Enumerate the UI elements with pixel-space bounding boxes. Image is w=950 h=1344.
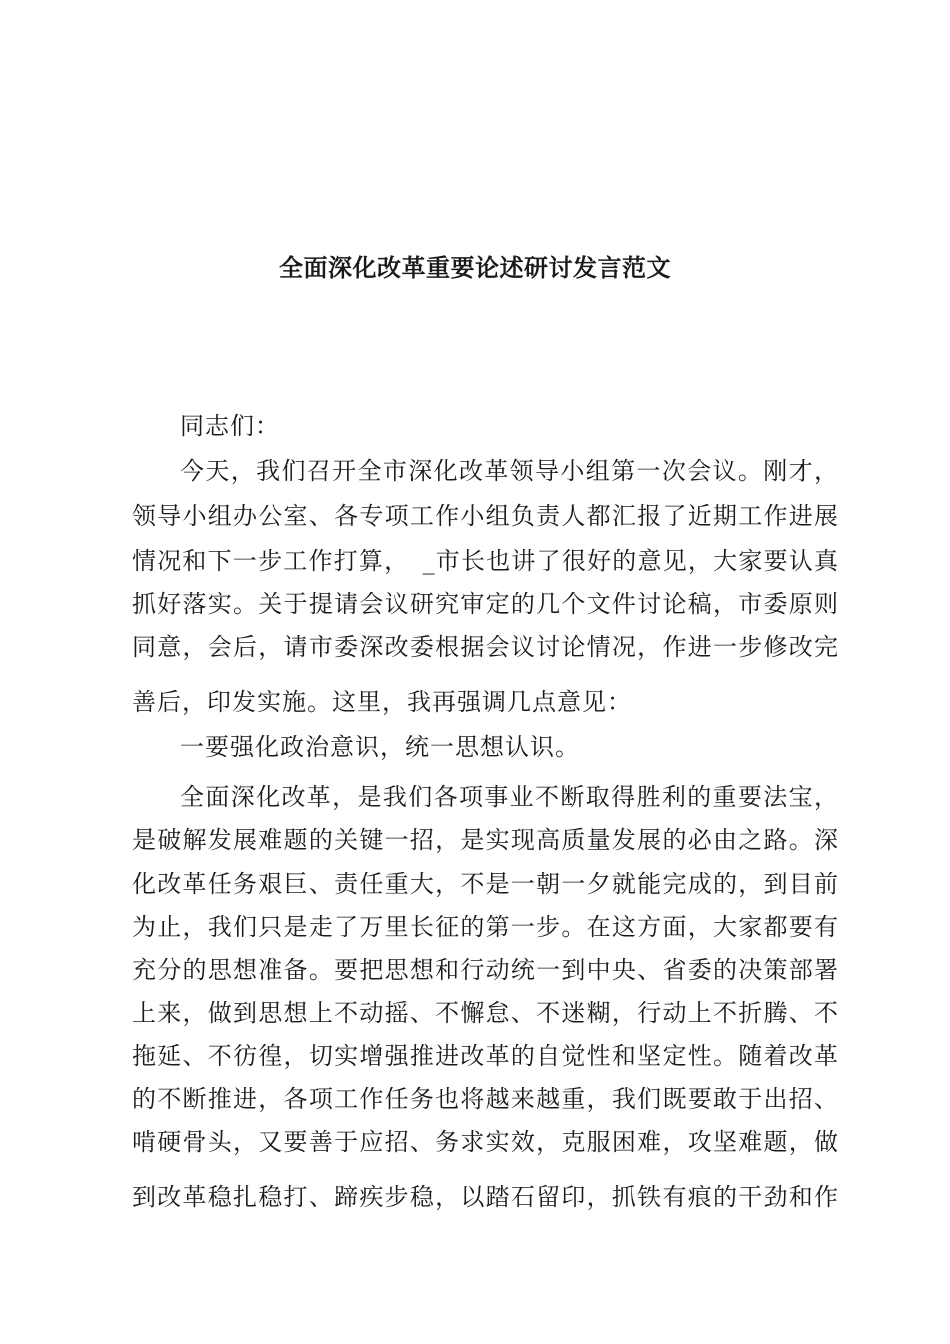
paragraph-2-line-7: 拖延、不彷徨，切实增强推进改革的自觉性和坚定性。随着改革 [132, 1042, 838, 1070]
paragraph-2-line-5: 充分的思想准备。要把思想和行动统一到中央、省委的决策部署 [132, 956, 838, 984]
paragraph-2-line-10: 到改革稳扎稳打、蹄疾步稳，以踏石留印，抓铁有痕的干劲和作 [132, 1183, 838, 1211]
paragraph-2-line-4: 为止，我们只是走了万里长征的第一步。在这方面，大家都要有 [132, 913, 838, 941]
paragraph-2-line-8: 的不断推进，各项工作任务也将越来越重，我们既要敢于出招、 [132, 1085, 838, 1113]
salutation: 同志们： [180, 412, 280, 440]
paragraph-1-line-2: 领导小组办公室、各专项工作小组负责人都汇报了近期工作进展 [132, 502, 838, 530]
paragraph-1-line-3: 情况和下一步工作打算， _市长也讲了很好的意见，大家要认真 [132, 547, 838, 575]
paragraph-2-line-2: 是破解发展难题的关键一招，是实现高质量发展的必由之路。深 [132, 826, 838, 854]
paragraph-2-line-3: 化改革任务艰巨、责任重大，不是一朝一夕就能完成的，到目前 [132, 870, 838, 898]
paragraph-1-line-5: 同意，会后，请市委深改委根据会议讨论情况，作进一步修改完 [132, 633, 838, 661]
paragraph-1-line-6: 善后，印发实施。这里，我再强调几点意见： [132, 688, 632, 716]
document-title: 全面深化改革重要论述研讨发言范文 [279, 254, 671, 282]
section-heading-1: 一要强化政治意识，统一思想认识。 [180, 733, 580, 761]
paragraph-1-line-1: 今天，我们召开全市深化改革领导小组第一次会议。刚才， [180, 457, 838, 485]
paragraph-1-line-4: 抓好落实。关于提请会议研究审定的几个文件讨论稿，市委原则 [132, 590, 838, 618]
paragraph-2-line-1: 全面深化改革，是我们各项事业不断取得胜利的重要法宝， [180, 783, 838, 811]
paragraph-2-line-9: 啃硬骨头，又要善于应招、务求实效，克服困难，攻坚难题，做 [132, 1128, 838, 1156]
paragraph-2-line-6: 上来，做到思想上不动摇、不懈怠、不迷糊，行动上不折腾、不 [132, 999, 838, 1027]
